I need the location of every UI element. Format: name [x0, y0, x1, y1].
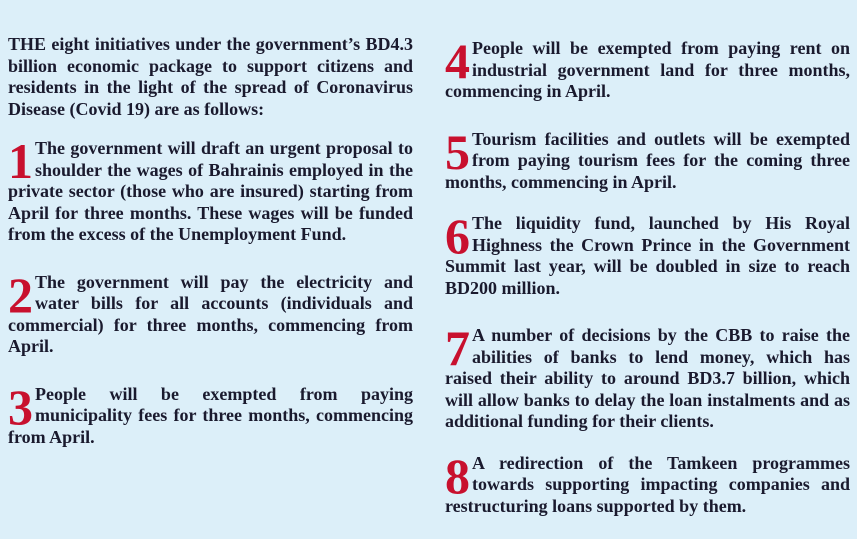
initiative-text: A redirection of the Tamkeen programmes towards supporting impacting companies and restructuring loans supported by them. [445, 452, 850, 516]
initiative-number: 3 [8, 378, 33, 435]
initiative-4 [445, 33, 850, 103]
initiative-8 [445, 447, 850, 518]
initiative-text: A number of decisions by the CBB to raise the abilities of banks to lend money, which has raised their ability to around BD3.7 billion, which will allow banks to delay the loan instalments and as additional funding for their clients. [445, 325, 850, 431]
initiative-1 [8, 133, 413, 246]
initiative-text: The government will pay the electricity and water bills for all accounts (individuals and commercial) for three months, commencing from April. [8, 271, 413, 356]
intro-paragraph: THE eight initiatives under the government’s BD4.3 billion economic package to support citizens and residents in the light of the spread of Coronavirus Disease (Covid 19) are as follows: [8, 34, 413, 119]
initiative-text: People will be exempted from paying municipality fees for three months, commencing from April. [8, 383, 413, 447]
initiative-text: The government will draft an urgent proposal to shoulder the wages of Bahrainis employed in the private sector (those who are insured) starting from April for three months. These wages will be funded from the excess of the Unemployment Fund. [8, 138, 413, 244]
initiative-5 [445, 123, 850, 194]
initiative-2 [8, 266, 413, 358]
initiative-number: 4 [445, 33, 470, 89]
initiative-number: 2 [8, 266, 33, 323]
initiative-7 [445, 320, 850, 433]
initiative-text: Tourism facilities and outlets will be exempted from paying tourism fees for the coming three months, commencing in April. [445, 128, 850, 192]
initiative-number: 5 [445, 123, 470, 180]
left-column [8, 34, 413, 468]
initiative-text: People will be exempted from paying rent on industrial government land for three months, commencing in April. [445, 38, 850, 101]
initiative-6 [445, 208, 850, 299]
initiative-number: 8 [445, 447, 470, 504]
initiative-3 [8, 378, 413, 449]
initiative-number: 7 [445, 320, 470, 376]
initiative-number: 1 [8, 133, 33, 189]
initiative-text: The liquidity fund, launched by His Royal Highness the Crown Prince in the Government Summit last year, will be doubled in size to reach BD200 million. [445, 213, 850, 298]
right-column [445, 33, 850, 537]
initiative-number: 6 [445, 208, 470, 264]
